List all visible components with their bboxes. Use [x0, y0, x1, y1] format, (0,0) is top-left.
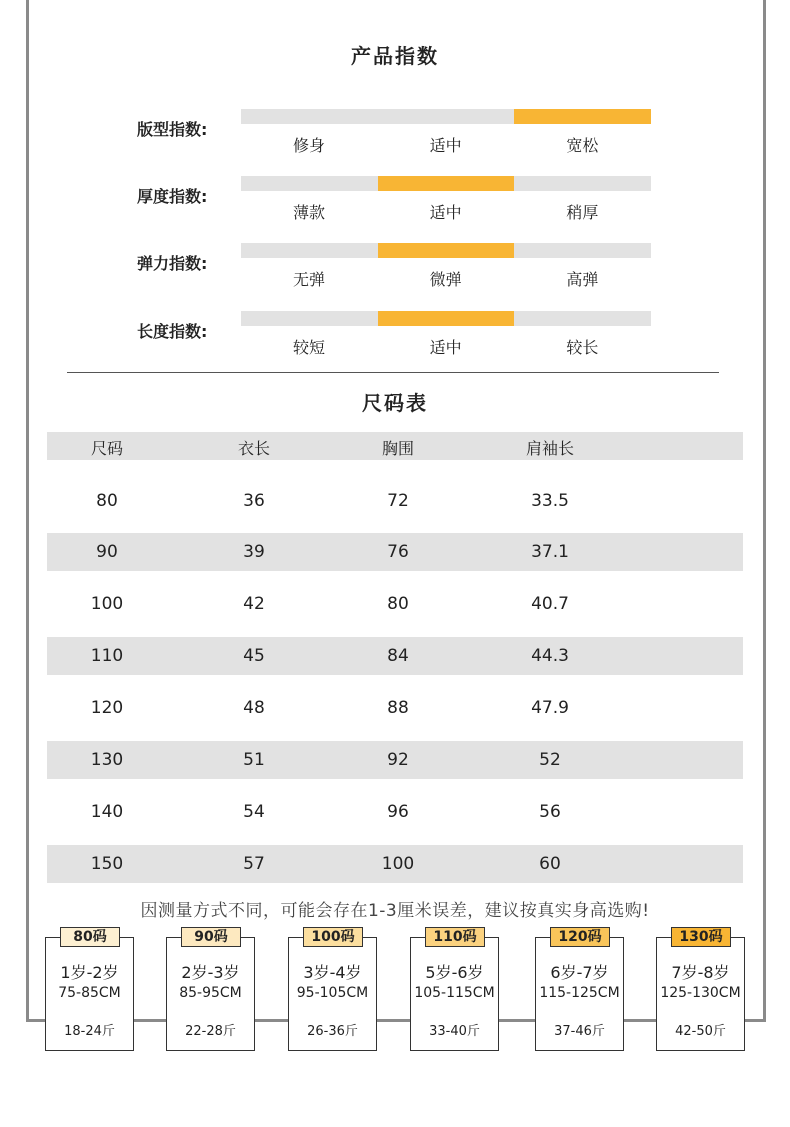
product-index-title: 产品指数 — [351, 44, 439, 68]
header-chest: 胸围 — [381, 439, 414, 458]
table-cell: 36 — [243, 491, 265, 511]
table-row — [47, 845, 743, 883]
size-card — [410, 929, 499, 1051]
table-row — [47, 637, 743, 675]
index-row — [0, 109, 790, 169]
table-cell: 92 — [387, 750, 409, 770]
table-cell: 37.1 — [531, 542, 569, 562]
size-tag: 130码 — [671, 927, 731, 947]
table-cell: 72 — [387, 491, 409, 511]
size-card — [656, 929, 745, 1051]
index-row — [0, 243, 790, 303]
index-option: 薄款 — [292, 203, 325, 222]
size-card-age: 2岁-3岁 — [181, 963, 240, 982]
table-cell: 96 — [387, 802, 409, 822]
index-row — [0, 311, 790, 371]
table-row — [47, 793, 743, 831]
size-table-header — [47, 432, 743, 460]
size-card-age: 7岁-8岁 — [671, 963, 730, 982]
size-card — [45, 929, 134, 1051]
table-cell: 150 — [90, 854, 124, 874]
size-card-age: 3岁-4岁 — [303, 963, 362, 982]
table-cell: 88 — [387, 698, 409, 718]
index-option: 较长 — [566, 338, 599, 357]
size-card-age: 6岁-7岁 — [550, 963, 609, 982]
size-card-height: 115-125CM — [539, 985, 620, 1001]
table-cell: 56 — [539, 802, 561, 822]
index-option: 适中 — [429, 203, 462, 222]
section-divider — [67, 372, 719, 373]
table-cell: 40.7 — [531, 594, 569, 614]
header-sleeve: 肩袖长 — [525, 439, 574, 458]
size-tag: 110码 — [425, 927, 485, 947]
size-card-weight: 37-46斤 — [554, 1024, 605, 1039]
index-label: 长度指数: — [137, 322, 208, 341]
table-row — [47, 585, 743, 623]
index-label: 厚度指数: — [137, 187, 208, 206]
table-row — [47, 482, 743, 520]
table-cell: 100 — [381, 854, 415, 874]
size-card — [288, 929, 377, 1051]
table-cell: 140 — [90, 802, 124, 822]
table-cell: 44.3 — [531, 646, 569, 666]
index-option: 适中 — [429, 136, 462, 155]
table-cell: 76 — [387, 542, 409, 562]
index-selected-segment — [378, 176, 515, 191]
frame-bottom-border — [26, 1019, 766, 1022]
table-cell: 130 — [90, 750, 124, 770]
index-label: 版型指数: — [137, 120, 208, 139]
measurement-note: 因测量方式不同，可能会存在1-3厘米误差，建议按真实身高选购! — [140, 901, 650, 921]
size-card-height: 105-115CM — [414, 985, 495, 1001]
index-track — [241, 311, 651, 326]
index-option: 较短 — [292, 338, 325, 357]
index-row — [0, 176, 790, 236]
table-cell: 45 — [243, 646, 265, 666]
index-track — [241, 176, 651, 191]
table-cell: 80 — [96, 491, 118, 511]
table-cell: 120 — [90, 698, 124, 718]
table-cell: 48 — [243, 698, 265, 718]
size-tag: 90码 — [181, 927, 241, 947]
table-cell: 52 — [539, 750, 561, 770]
size-tag: 120码 — [550, 927, 610, 947]
header-size: 尺码 — [90, 439, 123, 458]
size-card-height: 85-95CM — [179, 985, 242, 1001]
index-label: 弹力指数: — [137, 254, 208, 273]
table-cell: 47.9 — [531, 698, 569, 718]
table-cell: 33.5 — [531, 491, 569, 511]
index-option: 无弹 — [292, 270, 325, 289]
table-cell: 90 — [96, 542, 118, 562]
size-tag: 80码 — [60, 927, 120, 947]
table-row — [47, 689, 743, 727]
size-chart-title: 尺码表 — [362, 391, 428, 415]
index-track — [241, 243, 651, 258]
index-option: 宽松 — [566, 136, 599, 155]
table-cell: 51 — [243, 750, 265, 770]
size-card-weight: 33-40斤 — [429, 1024, 480, 1039]
index-option: 微弹 — [429, 270, 462, 289]
table-cell: 60 — [539, 854, 561, 874]
table-cell: 84 — [387, 646, 409, 666]
table-cell: 39 — [243, 542, 265, 562]
size-card — [166, 929, 255, 1051]
table-cell: 54 — [243, 802, 265, 822]
index-option: 稍厚 — [566, 203, 599, 222]
table-cell: 42 — [243, 594, 265, 614]
size-card-weight: 26-36斤 — [307, 1024, 358, 1039]
size-tag: 100码 — [303, 927, 363, 947]
size-card-age: 5岁-6岁 — [425, 963, 484, 982]
size-card-height: 95-105CM — [296, 985, 369, 1001]
index-track — [241, 109, 651, 124]
size-card-height: 125-130CM — [660, 985, 741, 1001]
table-row — [47, 533, 743, 571]
size-card — [535, 929, 624, 1051]
index-selected-segment — [378, 243, 515, 258]
index-selected-segment — [514, 109, 651, 124]
index-selected-segment — [378, 311, 515, 326]
table-cell: 100 — [90, 594, 124, 614]
index-option: 修身 — [292, 136, 325, 155]
table-cell: 57 — [243, 854, 265, 874]
table-cell: 80 — [387, 594, 409, 614]
size-card-weight: 42-50斤 — [675, 1024, 726, 1039]
index-option: 高弹 — [566, 270, 599, 289]
table-cell: 110 — [90, 646, 124, 666]
size-card-height: 75-85CM — [58, 985, 121, 1001]
header-length: 衣长 — [237, 439, 270, 458]
size-card-weight: 18-24斤 — [64, 1024, 115, 1039]
size-card-weight: 22-28斤 — [185, 1024, 236, 1039]
size-card-age: 1岁-2岁 — [60, 963, 119, 982]
table-row — [47, 741, 743, 779]
index-option: 适中 — [429, 338, 462, 357]
